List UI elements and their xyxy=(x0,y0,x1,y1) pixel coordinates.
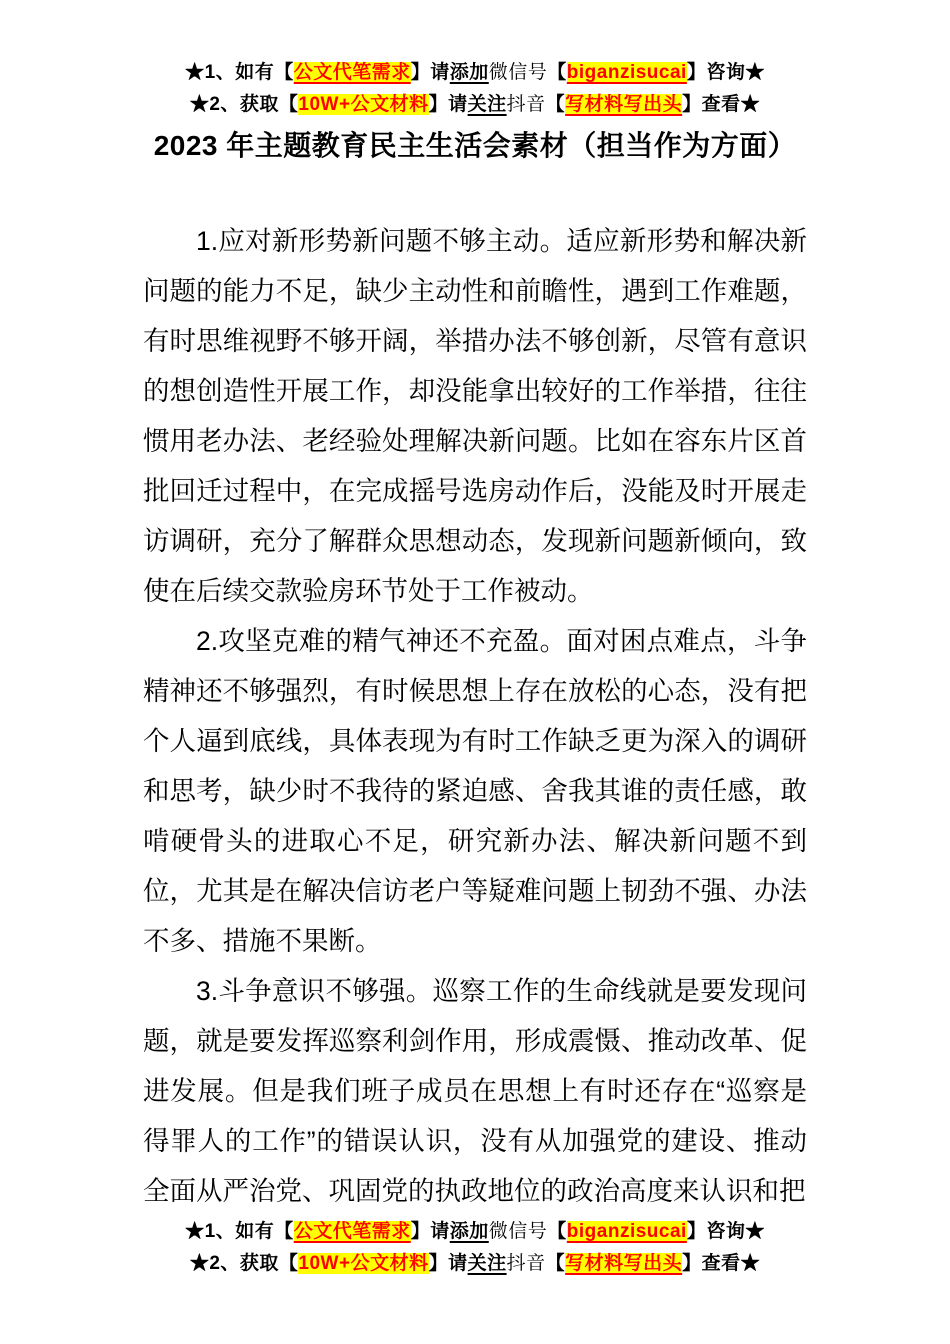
highlighted-keyword: biganzisucai xyxy=(566,1221,687,1242)
highlighted-keyword: 写材料写出头 xyxy=(565,1253,683,1274)
highlighted-keyword: 写材料写出头 xyxy=(565,94,683,115)
banner-text-run: 】咨询★ xyxy=(686,62,765,83)
banner-text-run: 关注 xyxy=(467,1253,507,1274)
document-title: 2023 年主题教育民主生活会素材（担当作为方面） xyxy=(153,130,797,161)
paragraph-2: 2.攻坚克难的精气神还不充盈。面对困点难点，斗争精神还不够强烈，有时候思想上存在放松的心态，没有把个人逼到底线，具体表现为有时工作缺乏更为深入的调研和思考，缺少时不我待的紧迫感、舍我其谁的责任感，敢啃硬骨头的进取心不足，研究新办法、解决新问题不到位，尤其是在解决信访老户等疑难问题上韧劲不强、办法不多、措施不果断。 xyxy=(143,626,807,956)
highlighted-keyword: biganzisucai xyxy=(566,62,687,83)
banner-text-run: 微信号 xyxy=(488,1221,548,1242)
banner-text-run: ★2、获取【 xyxy=(189,1253,299,1274)
banner-text-run: 添加 xyxy=(449,1221,489,1242)
banner-text-run: 】请 xyxy=(428,1253,468,1274)
footer-note-line-1 xyxy=(0,1216,950,1248)
banner-text-run: 【 xyxy=(545,94,566,115)
header-note-line-1 xyxy=(0,57,950,89)
banner-text-run: 】请 xyxy=(410,62,450,83)
banner-text-run: 】查看★ xyxy=(682,94,761,115)
highlighted-keyword: 10W+公文材料 xyxy=(298,94,429,115)
banner-text-run: ★1、如有【 xyxy=(185,1221,294,1242)
banner-text-run: 】查看★ xyxy=(682,1253,761,1274)
banner-text-run: 抖音 xyxy=(506,94,546,115)
banner-text-run: 【 xyxy=(545,1253,566,1274)
banner-text-run: 【 xyxy=(547,1221,567,1242)
banner-text-run: 添加 xyxy=(449,62,489,83)
banner-text-run: 关注 xyxy=(467,94,507,115)
document-body xyxy=(143,216,807,1216)
highlighted-keyword: 公文代笔需求 xyxy=(293,62,411,83)
banner-text-run: ★1、如有【 xyxy=(185,62,294,83)
highlighted-keyword: 10W+公文材料 xyxy=(298,1253,429,1274)
banner-text-run: 抖音 xyxy=(506,1253,546,1274)
paragraph-1: 1.应对新形势新问题不够主动。适应新形势和解决新问题的能力不足，缺少主动性和前瞻性，遇到工作难题，有时思维视野不够开阔，举措办法不够创新，尽管有意识的想创造性开展工作，却没能拿出较好的工作举措，往往惯用老办法、老经验处理解决新问题。比如在容东片区首批回迁过程中，在完成摇号选房动作后，没能及时开展走访调研，充分了解群众思想动态，发现新问题新倾向，致使在后续交款验房环节处于工作被动。 xyxy=(143,226,807,606)
banner-text-run: ★2、获取【 xyxy=(189,94,299,115)
banner-text-run: 】请 xyxy=(428,94,468,115)
paragraph-3: 3.斗争意识不够强。巡察工作的生命线就是要发现问题，就是要发挥巡察利剑作用，形成震慑、推动改革、促进发展。但是我们班子成员在思想上有时还存在“巡察是得罪人的工作”的错误认识，没有从加强党的建设、推动全面从严治党、巩固党的执政地位的政治高度来认识和把 xyxy=(143,976,807,1206)
highlighted-keyword: 公文代笔需求 xyxy=(293,1221,411,1242)
header-banner xyxy=(0,57,950,121)
banner-text-run: 】咨询★ xyxy=(686,1221,765,1242)
footer-note-line-2 xyxy=(0,1248,950,1280)
header-note-line-2 xyxy=(0,89,950,121)
banner-text-run: 微信号 xyxy=(488,62,548,83)
banner-text-run: 【 xyxy=(547,62,567,83)
banner-text-run: 】请 xyxy=(410,1221,450,1242)
footer-banner xyxy=(0,1216,950,1280)
